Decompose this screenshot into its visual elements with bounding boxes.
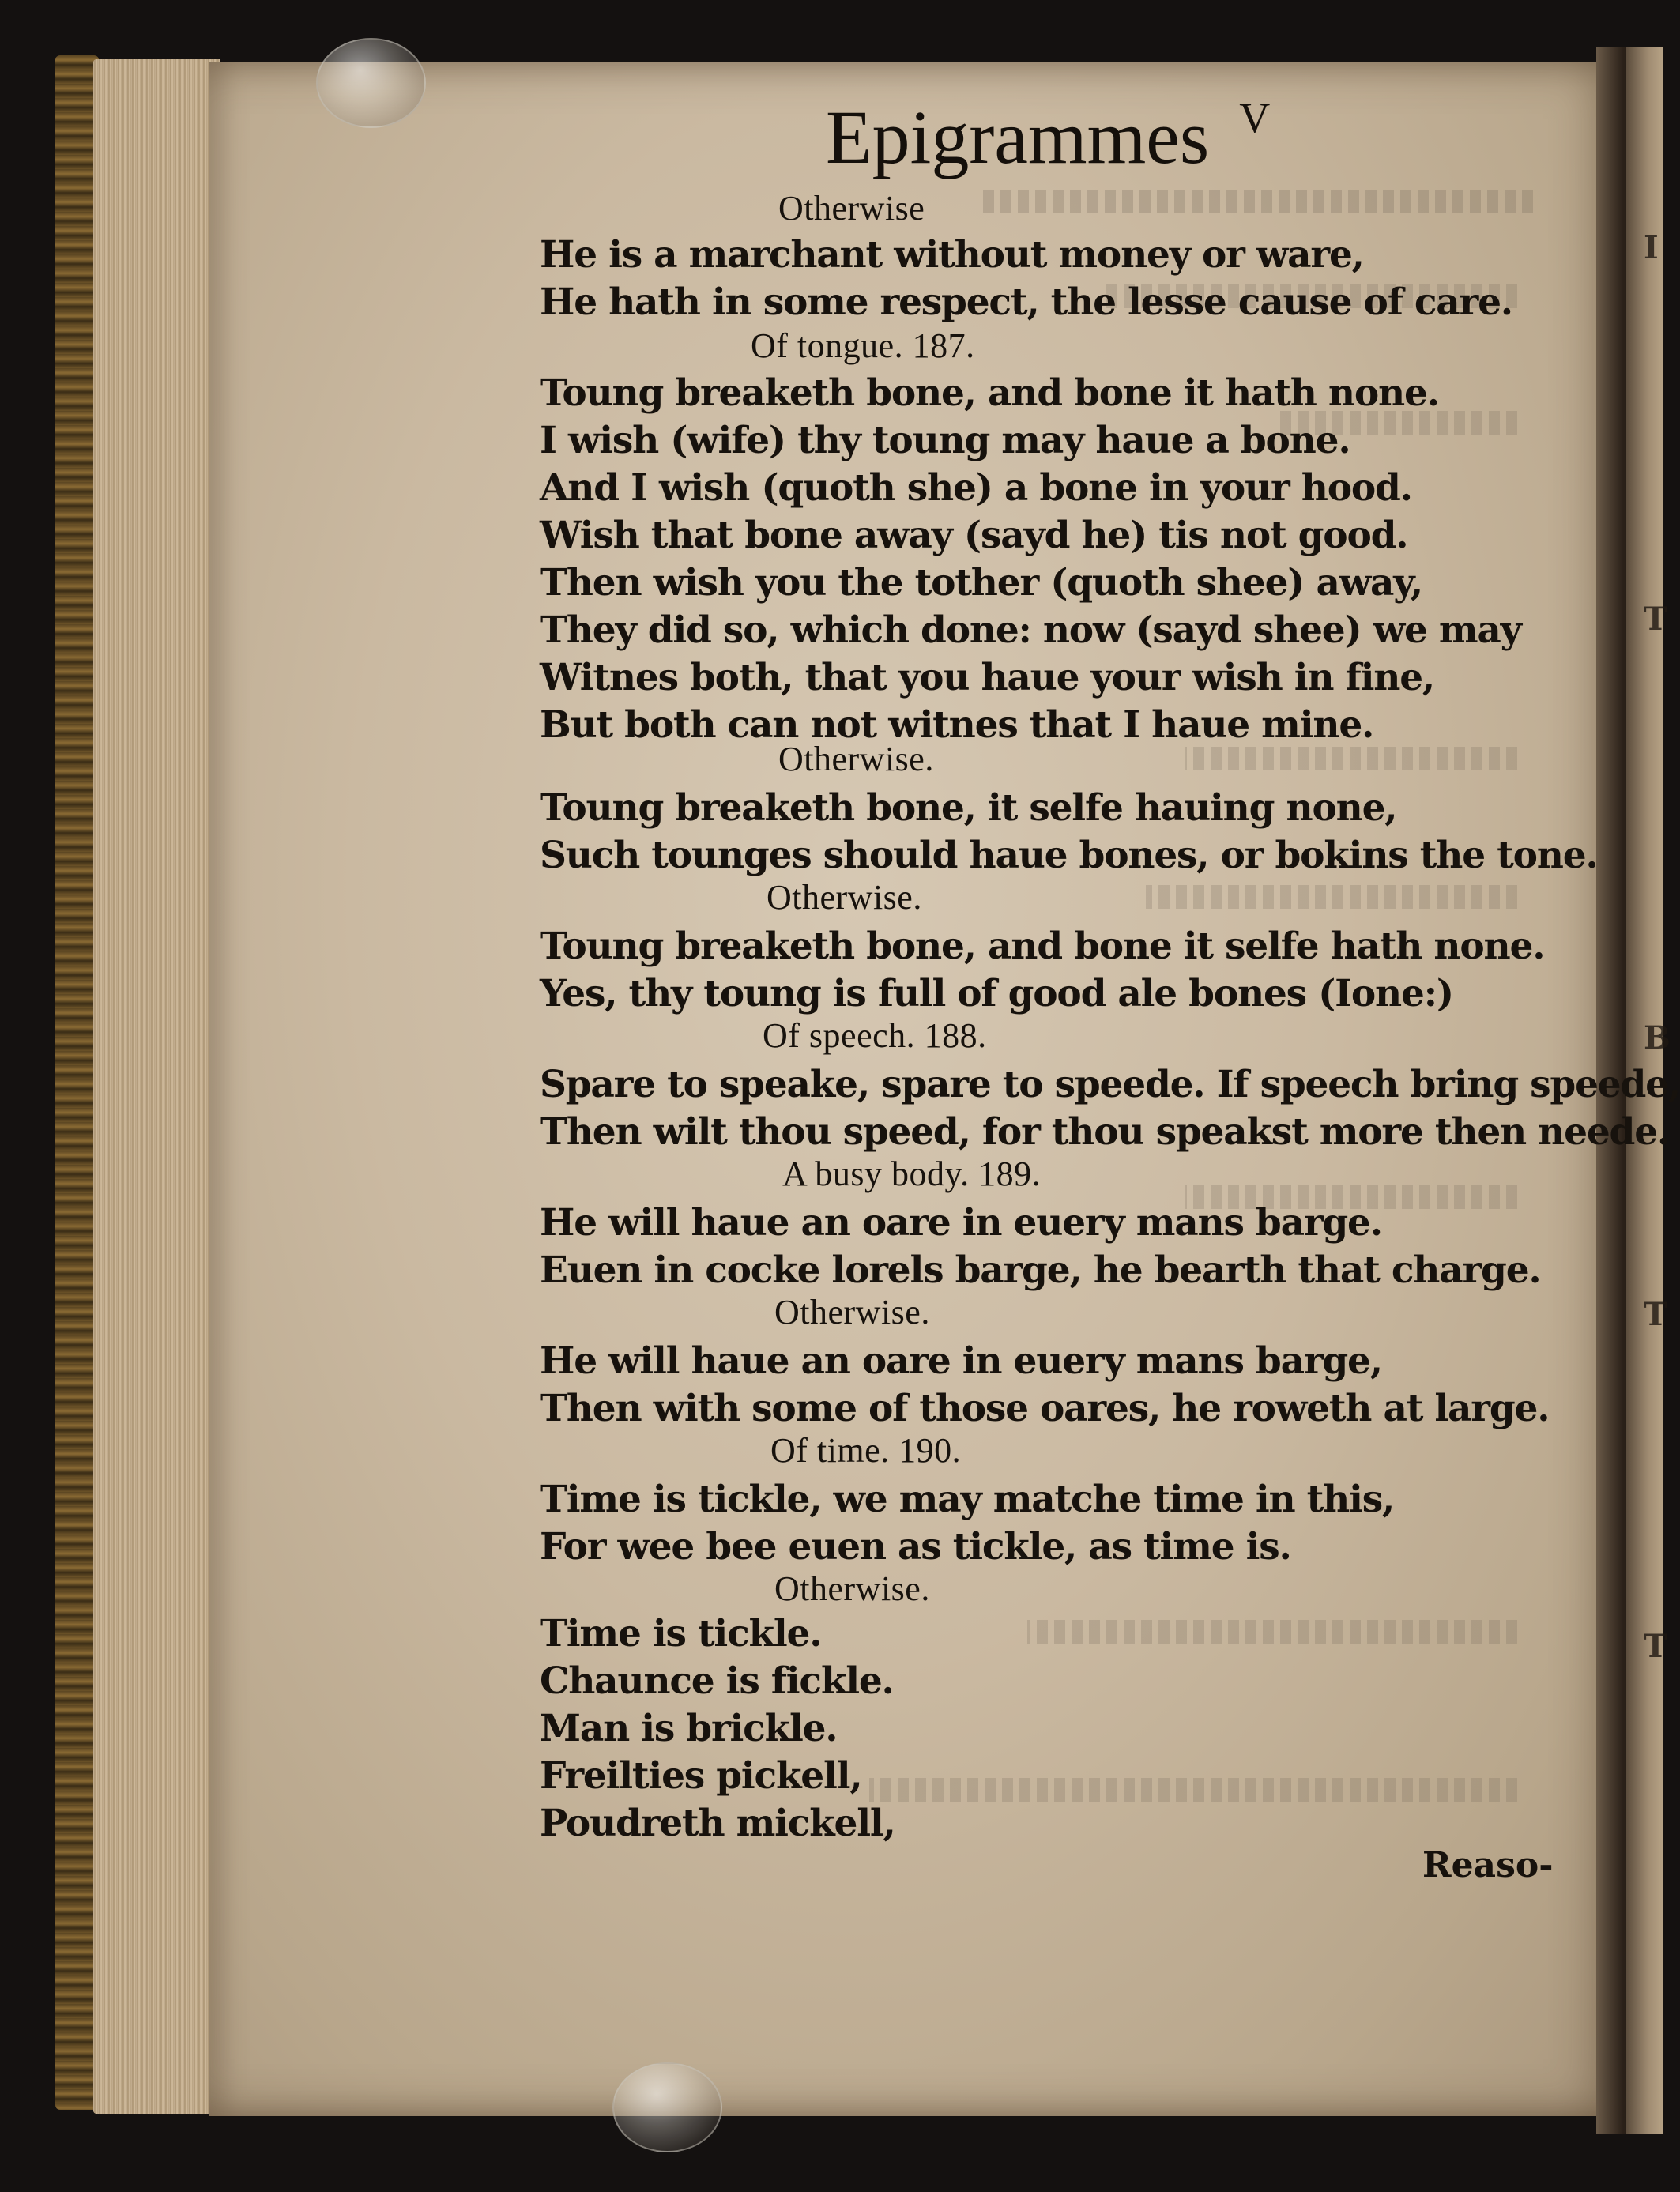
verse-line: For wee bee euen as tickle, as time is. (540, 1525, 1291, 1569)
glass-page-weight (316, 38, 426, 128)
verse-line: Then wilt thou speed, for thou speakst more then neede. (540, 1110, 1670, 1154)
verse-line: Euen in cocke lorels barge, he bearth that charge. (540, 1249, 1541, 1292)
entry-heading: Of tongue. 187. (751, 326, 975, 365)
verse-line: Time is tickle. (540, 1612, 822, 1655)
verse-line: He is a marchant without money or ware, (540, 233, 1364, 277)
verse-line: They did so, which done: now (sayd shee) we may (540, 608, 1521, 652)
entry-heading: Otherwise. (767, 878, 922, 917)
verse-line: But both can not witnes that I haue mine. (540, 703, 1374, 747)
facing-page-glyph: T (1644, 1296, 1667, 1333)
entry-heading: Otherwise. (774, 1569, 930, 1608)
verse-line: And I wish (quoth she) a bone in your hood. (540, 466, 1412, 510)
verse-line: Toung breaketh bone, and bone it hath none. (540, 371, 1439, 415)
running-head-title: Epigrammes (826, 95, 1210, 179)
verse-line: Chaunce is fickle. (540, 1659, 894, 1703)
verse-line: Yes, thy toung is full of good ale bones (Ione:) (540, 972, 1453, 1015)
verse-line: Spare to speake, spare to speede. If speech bring speede, (540, 1063, 1680, 1106)
verse-line: Man is brickle. (540, 1707, 838, 1750)
entry-heading: Of time. 190. (770, 1431, 962, 1470)
entry-heading: Otherwise. (774, 1293, 930, 1331)
verse-line: He will haue an oare in euery mans barge. (540, 1201, 1382, 1245)
entry-heading: Otherwise. (778, 740, 934, 778)
facing-page-glyph: T (1644, 1628, 1667, 1665)
running-head (826, 93, 1270, 181)
verse-line: Poudreth mickell, (540, 1802, 895, 1845)
verse-line: Time is tickle, we may matche time in this, (540, 1478, 1395, 1521)
verse-line: He will haue an oare in euery mans barge, (540, 1339, 1382, 1383)
facing-page-glyph: B (1644, 1019, 1671, 1056)
verse-line: Then with some of those oares, he roweth at large. (540, 1387, 1550, 1430)
verse-line: Then wish you the tother (quoth shee) away, (540, 561, 1423, 604)
glass-page-weight (612, 2062, 722, 2152)
entry-heading: A busy body. 189. (782, 1154, 1042, 1193)
verse-line: Toung breaketh bone, it selfe hauing none, (540, 786, 1397, 830)
entry-heading: Otherwise (778, 189, 925, 228)
catchword: Reaso- (1422, 1845, 1554, 1885)
verse-line: Wish that bone away (sayd he) tis not good. (540, 514, 1408, 557)
folio-number: V (1239, 94, 1271, 141)
verse-line: He hath in some respect, the lesse cause of care. (540, 281, 1512, 324)
facing-page-glyph: I (1644, 229, 1659, 266)
verse-line: Such tounges should haue bones, or bokins the tone. (540, 834, 1598, 877)
entry-heading: Of speech. 188. (763, 1016, 987, 1055)
facing-page-glyph: T (1644, 601, 1667, 638)
verse-line: Freilties pickell, (540, 1754, 862, 1798)
verse-line: I wish (wife) thy toung may haue a bone. (540, 419, 1350, 462)
verse-line: Toung breaketh bone, and bone it selfe hath none. (540, 925, 1545, 968)
verse-line: Witnes both, that you haue your wish in fine, (540, 656, 1435, 699)
